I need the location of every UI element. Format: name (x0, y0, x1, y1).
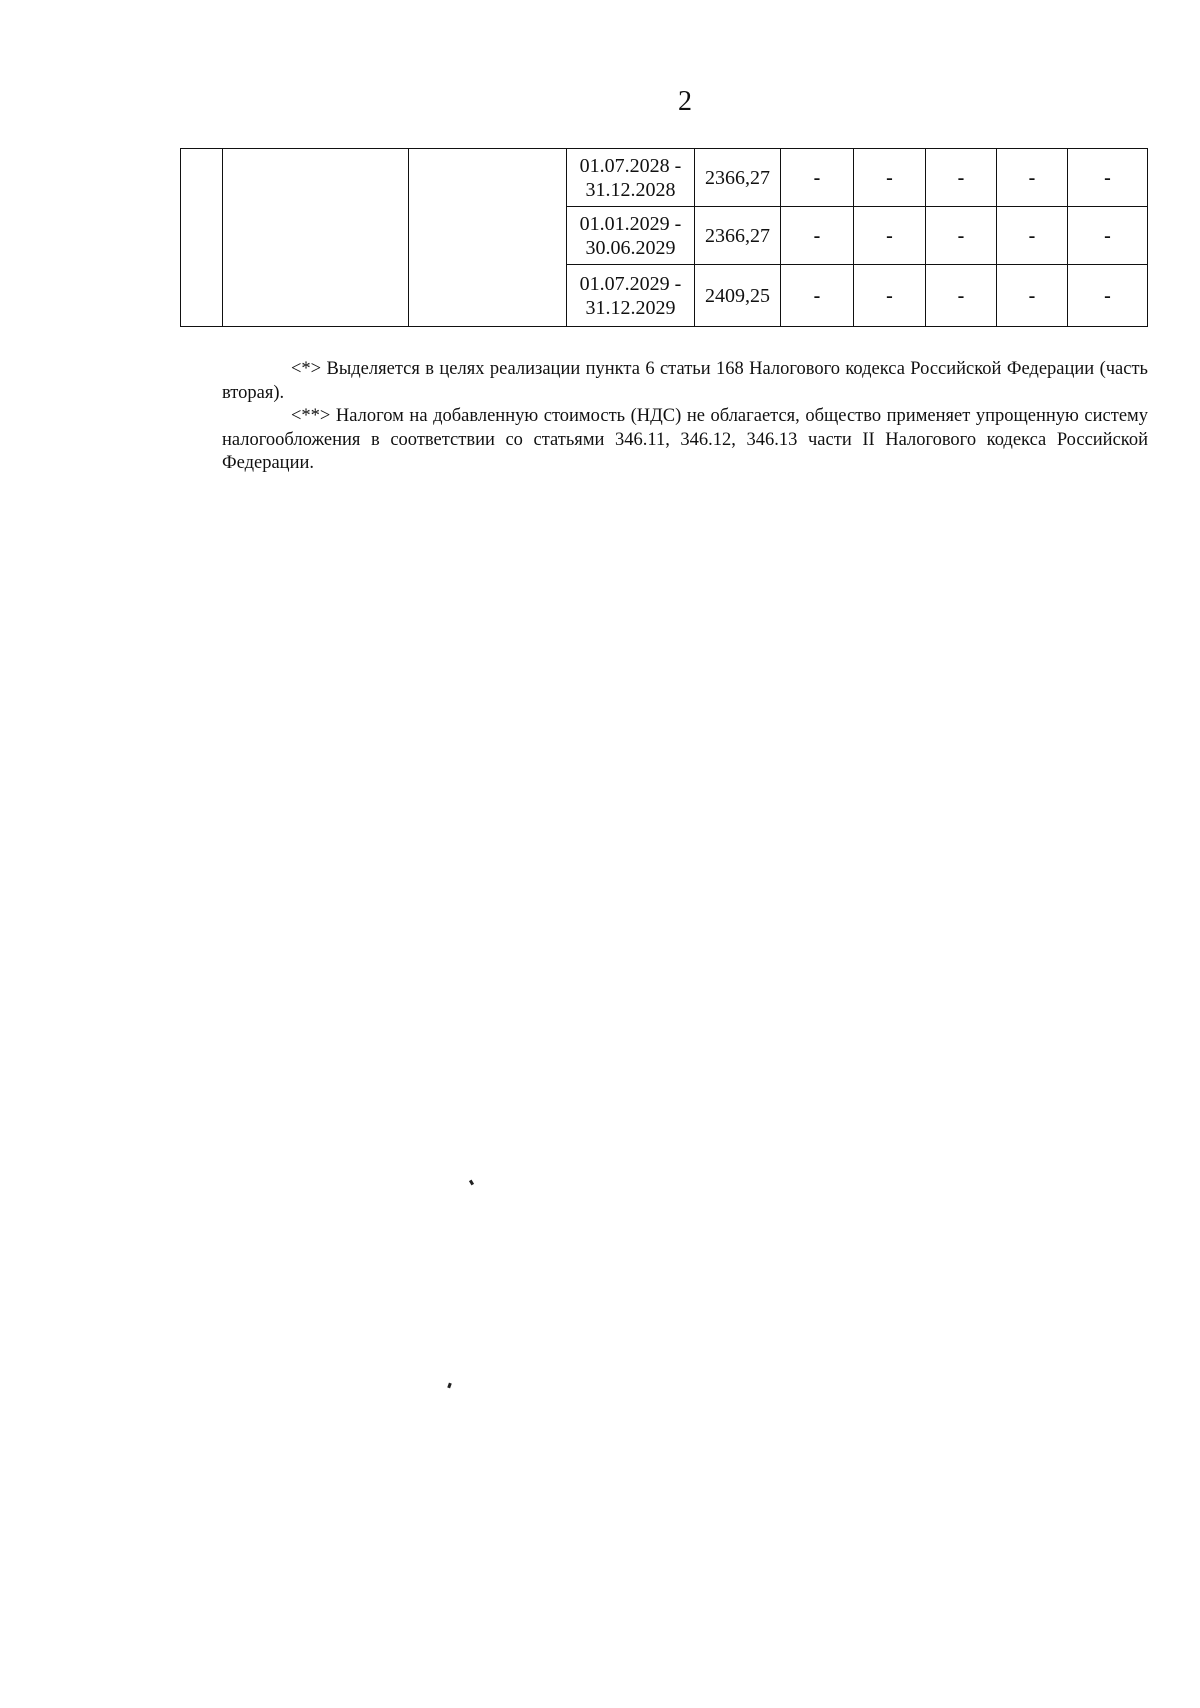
period-cell (567, 149, 695, 207)
period-cell (567, 265, 695, 327)
empty-value-cell: - (781, 207, 854, 265)
period-start: 01.07.2029 - (579, 272, 682, 295)
price-cell: 2366,27 (695, 149, 781, 207)
period-cell (567, 207, 695, 265)
empty-value-cell: - (926, 149, 997, 207)
scan-speck (469, 1180, 474, 1186)
table-row (181, 149, 1148, 207)
empty-value-cell: - (781, 265, 854, 327)
price-cell: 2366,27 (695, 207, 781, 265)
empty-value-cell: - (854, 207, 926, 265)
organization-cell (223, 149, 409, 327)
empty-value-cell: - (997, 265, 1068, 327)
empty-value-cell: - (854, 265, 926, 327)
consumer-group-cell (409, 149, 567, 327)
empty-value-cell: - (997, 207, 1068, 265)
period-end: 31.12.2029 (585, 296, 676, 319)
empty-value-cell: - (1068, 207, 1148, 265)
empty-value-cell: - (926, 207, 997, 265)
empty-value-cell: - (854, 149, 926, 207)
footnote-vat-allocation: <*> Выделяется в целях реализации пункта 6 статьи 168 Налогового кодекса Российской Федерации (часть вторая). (222, 359, 1148, 403)
empty-value-cell: - (997, 149, 1068, 207)
period-start: 01.07.2028 - (579, 154, 682, 177)
period-end: 30.06.2029 (585, 236, 676, 259)
footnote-vat-exempt: <**> Налогом на добавленную стоимость (НДС) не облагается, общество применяет упрощенную систему налогообложения в соответствии со статьями 346.11, 346.12, 346.13 части II Налогового кодекса Российской Федерации. (222, 406, 1148, 473)
empty-value-cell: - (926, 265, 997, 327)
empty-value-cell: - (1068, 149, 1148, 207)
tariff-table (180, 148, 1148, 327)
price-cell: 2409,25 (695, 265, 781, 327)
empty-value-cell: - (1068, 265, 1148, 327)
empty-value-cell: - (781, 149, 854, 207)
period-end: 31.12.2028 (585, 178, 676, 201)
period-start: 01.01.2029 - (579, 212, 682, 235)
row-number-cell (181, 149, 223, 327)
footnotes (222, 358, 1148, 476)
scan-speck (447, 1383, 452, 1389)
page-number: 2 (678, 86, 692, 117)
